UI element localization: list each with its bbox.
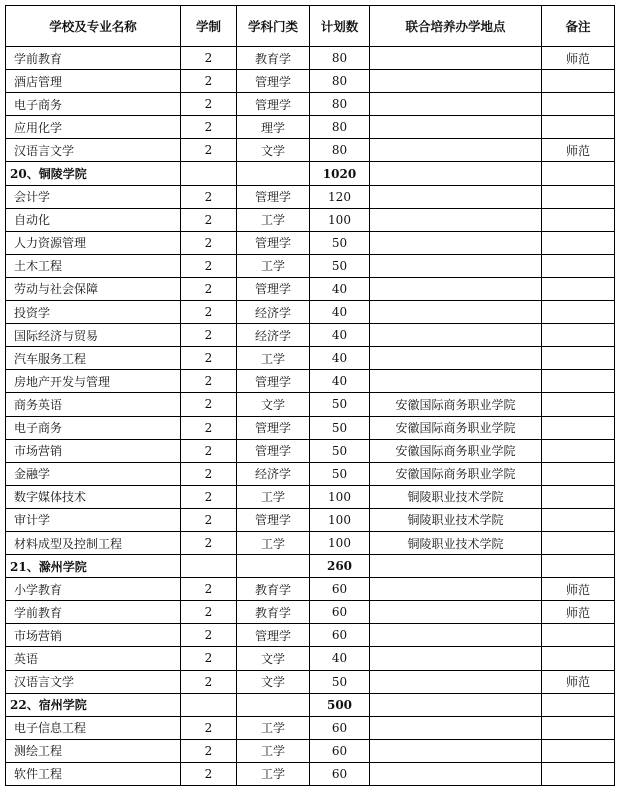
cell-location — [370, 231, 542, 254]
header-school-major: 学校及专业名称 — [6, 6, 181, 47]
table-row — [6, 70, 615, 93]
cell-years: 2 — [181, 601, 237, 624]
cell-note: 师范 — [542, 139, 615, 162]
cell-name: 市场营销 — [6, 439, 181, 462]
cell-plan: 100 — [310, 485, 370, 508]
cell-plan: 40 — [310, 277, 370, 300]
cell-note — [542, 277, 615, 300]
cell-years: 2 — [181, 324, 237, 347]
table-row — [6, 485, 615, 508]
cell-location — [370, 670, 542, 693]
cell-years: 2 — [181, 578, 237, 601]
cell-category: 文学 — [237, 393, 310, 416]
cell-plan: 120 — [310, 185, 370, 208]
header-years: 学制 — [181, 6, 237, 47]
cell-plan: 100 — [310, 531, 370, 554]
table-row — [6, 439, 615, 462]
cell-name: 汉语言文学 — [6, 139, 181, 162]
cell-note — [542, 347, 615, 370]
cell-category: 工学 — [237, 208, 310, 231]
cell-location — [370, 716, 542, 739]
cell-note — [542, 70, 615, 93]
cell-plan: 60 — [310, 739, 370, 762]
cell-note: 师范 — [542, 578, 615, 601]
cell-years: 2 — [181, 739, 237, 762]
cell-plan: 40 — [310, 324, 370, 347]
cell-category: 管理学 — [237, 93, 310, 116]
cell-location: 安徽国际商务职业学院 — [370, 439, 542, 462]
table-row — [6, 301, 615, 324]
table-row — [6, 601, 615, 624]
cell-years: 2 — [181, 93, 237, 116]
header-note: 备注 — [542, 6, 615, 47]
cell-years: 2 — [181, 485, 237, 508]
cell-location — [370, 370, 542, 393]
cell-name: 自动化 — [6, 208, 181, 231]
cell-location — [370, 762, 542, 785]
cell-category: 文学 — [237, 647, 310, 670]
cell-years: 2 — [181, 70, 237, 93]
cell-note — [542, 739, 615, 762]
cell-plan: 40 — [310, 301, 370, 324]
cell-location — [370, 693, 542, 716]
cell-name: 房地产开发与管理 — [6, 370, 181, 393]
cell-years: 2 — [181, 624, 237, 647]
cell-name: 会计学 — [6, 185, 181, 208]
cell-location: 铜陵职业技术学院 — [370, 485, 542, 508]
cell-years: 2 — [181, 647, 237, 670]
cell-plan: 260 — [310, 555, 370, 578]
cell-note: 师范 — [542, 601, 615, 624]
cell-years — [181, 162, 237, 185]
cell-category: 工学 — [237, 531, 310, 554]
cell-name: 劳动与社会保障 — [6, 277, 181, 300]
cell-category — [237, 693, 310, 716]
cell-years — [181, 555, 237, 578]
school-row — [6, 693, 615, 716]
table-row — [6, 185, 615, 208]
header-category: 学科门类 — [237, 6, 310, 47]
cell-note — [542, 555, 615, 578]
cell-name: 商务英语 — [6, 393, 181, 416]
table-row — [6, 139, 615, 162]
table-row — [6, 47, 615, 70]
cell-years: 2 — [181, 347, 237, 370]
cell-location — [370, 47, 542, 70]
table-row — [6, 624, 615, 647]
table-row — [6, 716, 615, 739]
table-row — [6, 670, 615, 693]
cell-years: 2 — [181, 370, 237, 393]
cell-plan: 500 — [310, 693, 370, 716]
cell-years: 2 — [181, 508, 237, 531]
cell-plan: 60 — [310, 716, 370, 739]
cell-category: 文学 — [237, 139, 310, 162]
cell-note: 师范 — [542, 47, 615, 70]
cell-name: 学前教育 — [6, 47, 181, 70]
cell-years: 2 — [181, 254, 237, 277]
cell-note — [542, 762, 615, 785]
cell-name: 电子信息工程 — [6, 716, 181, 739]
cell-location — [370, 93, 542, 116]
cell-name: 学前教育 — [6, 601, 181, 624]
cell-note — [542, 693, 615, 716]
school-row — [6, 555, 615, 578]
cell-years: 2 — [181, 47, 237, 70]
cell-plan: 50 — [310, 393, 370, 416]
cell-name: 数字媒体技术 — [6, 485, 181, 508]
cell-plan: 80 — [310, 116, 370, 139]
cell-note — [542, 531, 615, 554]
cell-plan: 60 — [310, 578, 370, 601]
cell-note — [542, 93, 615, 116]
table-row — [6, 324, 615, 347]
cell-note — [542, 301, 615, 324]
cell-note — [542, 439, 615, 462]
cell-category: 管理学 — [237, 416, 310, 439]
cell-years: 2 — [181, 531, 237, 554]
cell-location — [370, 301, 542, 324]
cell-name: 电子商务 — [6, 93, 181, 116]
cell-location: 安徽国际商务职业学院 — [370, 462, 542, 485]
cell-plan: 50 — [310, 462, 370, 485]
cell-category: 教育学 — [237, 47, 310, 70]
cell-plan: 60 — [310, 601, 370, 624]
cell-note — [542, 416, 615, 439]
cell-name: 应用化学 — [6, 116, 181, 139]
cell-name: 汉语言文学 — [6, 670, 181, 693]
cell-category: 工学 — [237, 347, 310, 370]
cell-location — [370, 578, 542, 601]
cell-years: 2 — [181, 277, 237, 300]
cell-category: 文学 — [237, 670, 310, 693]
cell-category — [237, 555, 310, 578]
cell-name: 21、滁州学院 — [6, 555, 181, 578]
cell-category: 管理学 — [237, 624, 310, 647]
cell-note — [542, 185, 615, 208]
cell-name: 材料成型及控制工程 — [6, 531, 181, 554]
cell-years: 2 — [181, 301, 237, 324]
cell-years: 2 — [181, 670, 237, 693]
cell-name: 国际经济与贸易 — [6, 324, 181, 347]
cell-plan: 60 — [310, 762, 370, 785]
cell-note — [542, 231, 615, 254]
cell-location — [370, 601, 542, 624]
cell-plan: 50 — [310, 231, 370, 254]
cell-years: 2 — [181, 185, 237, 208]
cell-name: 22、宿州学院 — [6, 693, 181, 716]
cell-note — [542, 647, 615, 670]
cell-plan: 80 — [310, 70, 370, 93]
cell-note — [542, 485, 615, 508]
cell-years: 2 — [181, 231, 237, 254]
header-row — [6, 6, 615, 47]
cell-category: 教育学 — [237, 578, 310, 601]
cell-location — [370, 277, 542, 300]
cell-plan: 100 — [310, 508, 370, 531]
cell-location: 安徽国际商务职业学院 — [370, 393, 542, 416]
table-row — [6, 416, 615, 439]
cell-plan: 60 — [310, 624, 370, 647]
cell-name: 酒店管理 — [6, 70, 181, 93]
table-row — [6, 739, 615, 762]
cell-name: 汽车服务工程 — [6, 347, 181, 370]
cell-plan: 80 — [310, 47, 370, 70]
cell-note: 师范 — [542, 670, 615, 693]
cell-note — [542, 370, 615, 393]
cell-name: 测绘工程 — [6, 739, 181, 762]
cell-category: 教育学 — [237, 601, 310, 624]
school-row — [6, 162, 615, 185]
cell-name: 人力资源管理 — [6, 231, 181, 254]
cell-category: 经济学 — [237, 324, 310, 347]
cell-category: 经济学 — [237, 301, 310, 324]
table-row — [6, 277, 615, 300]
cell-category: 管理学 — [237, 70, 310, 93]
cell-name: 土木工程 — [6, 254, 181, 277]
table-row — [6, 254, 615, 277]
cell-location: 铜陵职业技术学院 — [370, 508, 542, 531]
table-row — [6, 508, 615, 531]
cell-plan: 50 — [310, 670, 370, 693]
cell-plan: 50 — [310, 416, 370, 439]
cell-note — [542, 254, 615, 277]
cell-plan: 40 — [310, 647, 370, 670]
cell-plan: 50 — [310, 439, 370, 462]
cell-location — [370, 116, 542, 139]
cell-name: 投资学 — [6, 301, 181, 324]
table-row — [6, 347, 615, 370]
cell-plan: 50 — [310, 254, 370, 277]
cell-location: 安徽国际商务职业学院 — [370, 416, 542, 439]
cell-name: 电子商务 — [6, 416, 181, 439]
cell-name: 20、铜陵学院 — [6, 162, 181, 185]
cell-note — [542, 162, 615, 185]
cell-category: 工学 — [237, 762, 310, 785]
cell-location — [370, 208, 542, 231]
table-row — [6, 578, 615, 601]
header-plan: 计划数 — [310, 6, 370, 47]
cell-years: 2 — [181, 462, 237, 485]
cell-years: 2 — [181, 439, 237, 462]
table-body — [6, 47, 615, 786]
cell-plan: 100 — [310, 208, 370, 231]
cell-years: 2 — [181, 116, 237, 139]
table-row — [6, 370, 615, 393]
table-row — [6, 762, 615, 785]
cell-location — [370, 70, 542, 93]
cell-years: 2 — [181, 416, 237, 439]
cell-note — [542, 324, 615, 347]
cell-years: 2 — [181, 762, 237, 785]
cell-name: 审计学 — [6, 508, 181, 531]
table-row — [6, 231, 615, 254]
cell-plan: 80 — [310, 139, 370, 162]
cell-years: 2 — [181, 208, 237, 231]
cell-name: 市场营销 — [6, 624, 181, 647]
cell-category — [237, 162, 310, 185]
cell-note — [542, 508, 615, 531]
cell-location — [370, 347, 542, 370]
cell-note — [542, 393, 615, 416]
cell-category: 工学 — [237, 716, 310, 739]
cell-location — [370, 324, 542, 347]
cell-plan: 40 — [310, 347, 370, 370]
cell-category: 管理学 — [237, 370, 310, 393]
table-row — [6, 531, 615, 554]
table-row — [6, 647, 615, 670]
cell-category: 管理学 — [237, 439, 310, 462]
cell-category: 管理学 — [237, 277, 310, 300]
cell-category: 经济学 — [237, 462, 310, 485]
cell-category: 工学 — [237, 254, 310, 277]
cell-location — [370, 254, 542, 277]
cell-location — [370, 624, 542, 647]
cell-note — [542, 624, 615, 647]
table-row — [6, 93, 615, 116]
table-row — [6, 393, 615, 416]
cell-location — [370, 555, 542, 578]
cell-years — [181, 693, 237, 716]
cell-name: 金融学 — [6, 462, 181, 485]
table-row — [6, 462, 615, 485]
enrollment-plan-table — [5, 5, 615, 786]
cell-plan: 1020 — [310, 162, 370, 185]
cell-name: 小学教育 — [6, 578, 181, 601]
cell-plan: 40 — [310, 370, 370, 393]
cell-location — [370, 162, 542, 185]
cell-years: 2 — [181, 139, 237, 162]
cell-note — [542, 208, 615, 231]
cell-location — [370, 139, 542, 162]
cell-location — [370, 185, 542, 208]
cell-name: 软件工程 — [6, 762, 181, 785]
cell-category: 理学 — [237, 116, 310, 139]
table-row — [6, 208, 615, 231]
cell-location — [370, 739, 542, 762]
cell-category: 管理学 — [237, 231, 310, 254]
cell-category: 管理学 — [237, 508, 310, 531]
header-location: 联合培养办学地点 — [370, 6, 542, 47]
cell-category: 工学 — [237, 485, 310, 508]
table-row — [6, 116, 615, 139]
cell-name: 英语 — [6, 647, 181, 670]
cell-location: 铜陵职业技术学院 — [370, 531, 542, 554]
cell-category: 管理学 — [237, 185, 310, 208]
cell-plan: 80 — [310, 93, 370, 116]
cell-note — [542, 462, 615, 485]
cell-years: 2 — [181, 393, 237, 416]
cell-note — [542, 716, 615, 739]
cell-location — [370, 647, 542, 670]
cell-category: 工学 — [237, 739, 310, 762]
cell-years: 2 — [181, 716, 237, 739]
cell-note — [542, 116, 615, 139]
